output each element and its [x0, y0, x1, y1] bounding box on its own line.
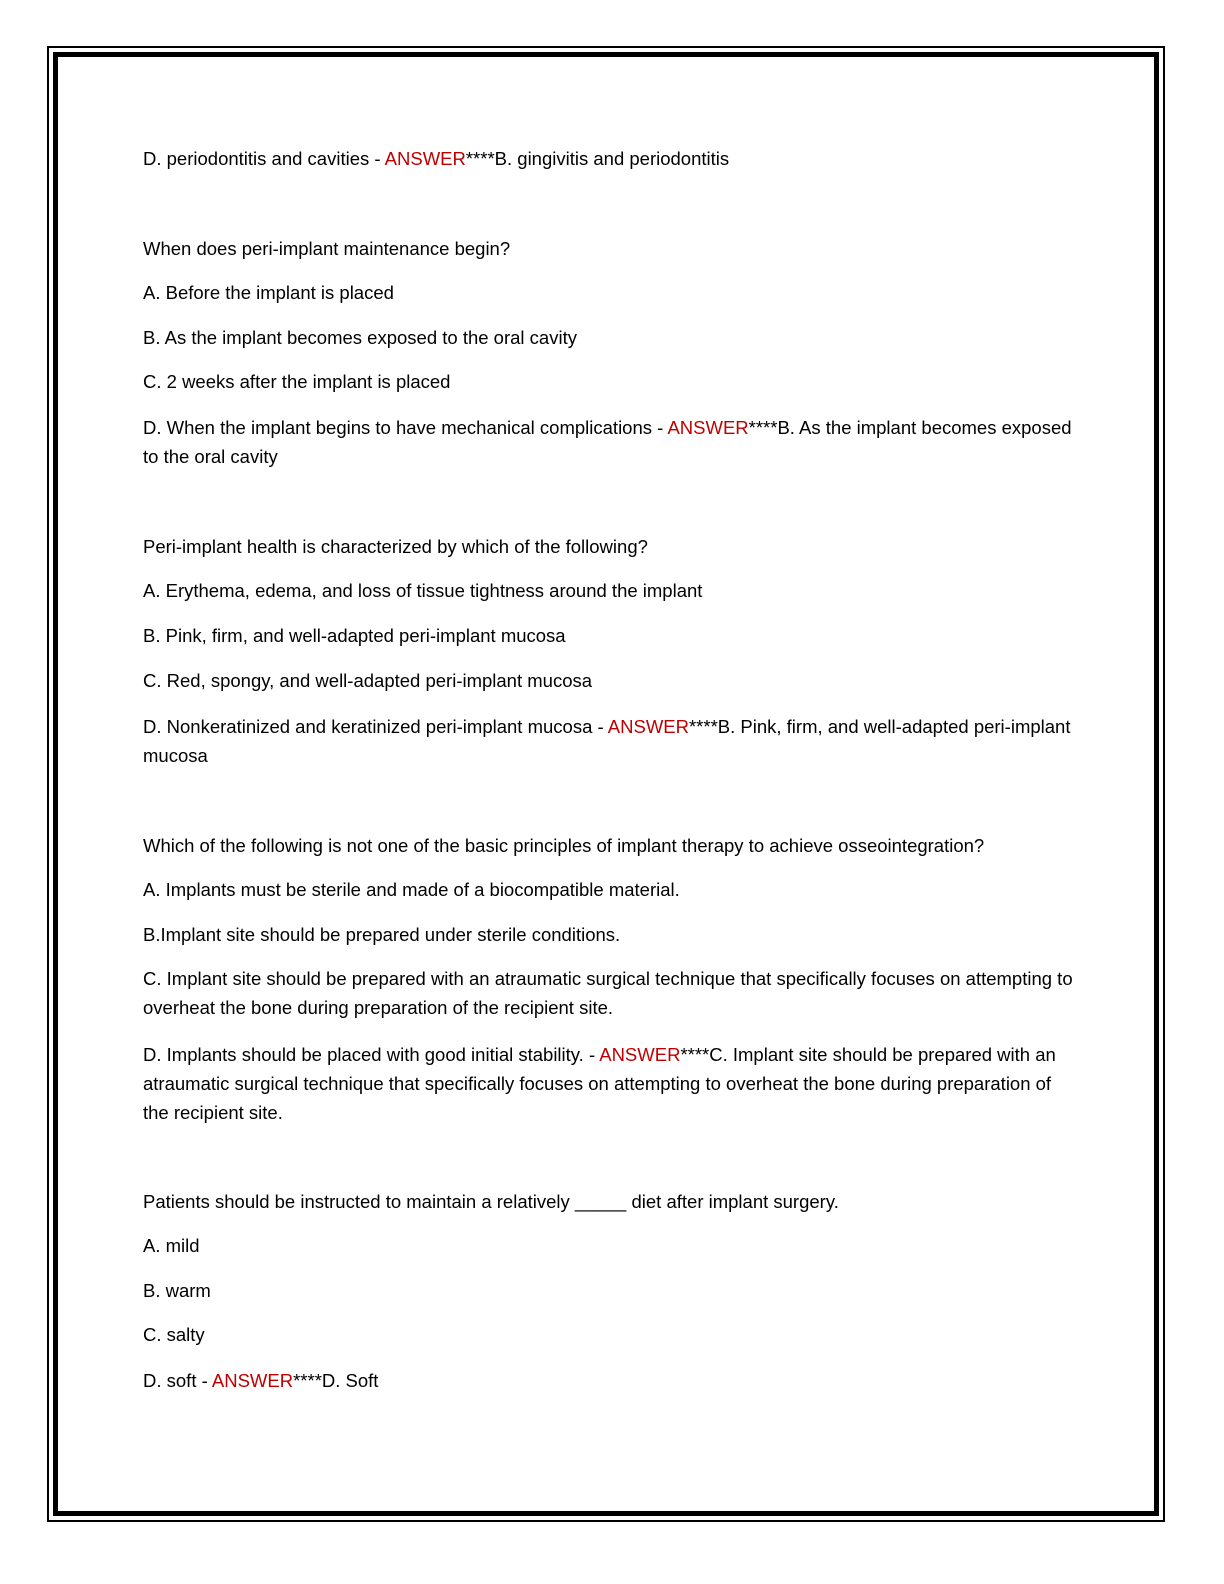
answer-option-d [143, 413, 1073, 471]
question-text: Patients should be instructed to maintain a relatively _____ diet after implant surgery. [143, 1191, 839, 1212]
answer-option-d [143, 144, 1073, 173]
question-text: Which of the following is not one of the basic principles of implant therapy to achieve osseointegration? [143, 835, 985, 856]
option-text: D. soft - [143, 1370, 212, 1391]
answer-text: ****D. Soft [293, 1370, 379, 1391]
answer-option-a: A. Implants must be sterile and made of a biocompatible material. [143, 879, 680, 900]
answer-text: ****C. Implant site should be prepared with an atraumatic surgical technique that specifically focuses on attempting to overheat the bone during preparation of the recipient site. [143, 1044, 1056, 1123]
answer-option-c: C. Implant site should be prepared with an atraumatic surgical technique that specifically focuses on attempting to overheat the bone during preparation of the recipient site. [143, 968, 1073, 1018]
answer-text: ****B. gingivitis and periodontitis [465, 148, 730, 169]
answer-option-b: B. warm [143, 1280, 211, 1301]
option-text: D. periodontitis and cavities - [143, 148, 385, 169]
answer-option-d [143, 1040, 1073, 1127]
answer-option-a: A. mild [143, 1235, 200, 1256]
option-text: D. Nonkeratinized and keratinized peri-implant mucosa - [143, 716, 608, 737]
question-text: When does peri-implant maintenance begin? [143, 238, 511, 259]
answer-option-b: B.Implant site should be prepared under sterile conditions. [143, 924, 621, 945]
answer-label: ANSWER [667, 417, 749, 438]
answer-option-c: C. Red, spongy, and well-adapted peri-implant mucosa [143, 670, 593, 691]
option-text: D. Implants should be placed with good initial stability. - [143, 1044, 600, 1065]
answer-label: ANSWER [384, 148, 466, 169]
question-text: Peri-implant health is characterized by which of the following? [143, 536, 648, 557]
answer-option-c: C. 2 weeks after the implant is placed [143, 371, 451, 392]
answer-option-a: A. Before the implant is placed [143, 282, 394, 303]
answer-option-b: B. As the implant becomes exposed to the oral cavity [143, 327, 577, 348]
answer-label: ANSWER [599, 1044, 681, 1065]
answer-text: ****B. Pink, firm, and well-adapted peri-implant mucosa [143, 716, 1071, 766]
answer-option-c: C. salty [143, 1324, 205, 1345]
answer-text: ****B. As the implant becomes exposed to the oral cavity [143, 417, 1072, 467]
answer-option-d [143, 1366, 1073, 1395]
answer-option-b: B. Pink, firm, and well-adapted peri-implant mucosa [143, 625, 566, 646]
answer-label: ANSWER [607, 716, 689, 737]
answer-option-d [143, 712, 1073, 770]
answer-label: ANSWER [211, 1370, 294, 1391]
option-text: D. When the implant begins to have mechanical complications - [143, 417, 668, 438]
answer-option-a: A. Erythema, edema, and loss of tissue tightness around the implant [143, 580, 703, 601]
